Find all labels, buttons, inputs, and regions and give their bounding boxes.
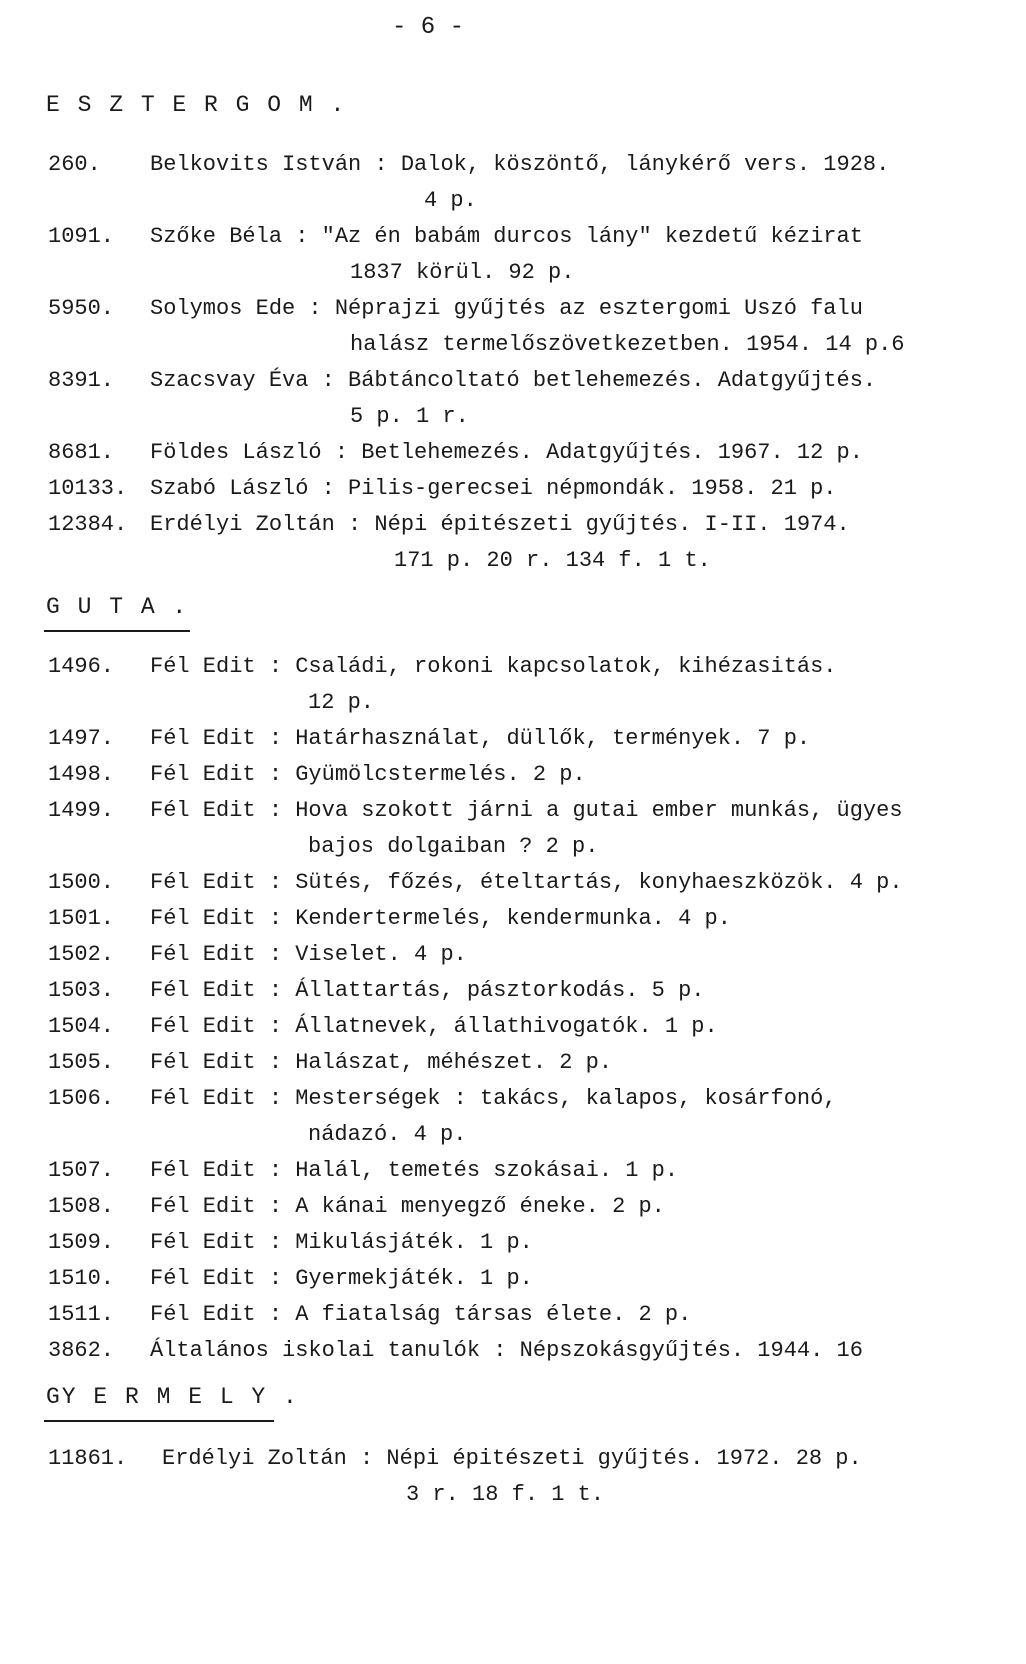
entry-number: 8391. xyxy=(48,368,115,393)
entry-text: Fél Edit : Gyümölcstermelés. 2 p. xyxy=(150,762,586,787)
entry-number: 1501. xyxy=(48,906,115,931)
entry-text-continued: 1837 körül. 92 p. xyxy=(350,260,575,285)
entry-number: 3862. xyxy=(48,1338,115,1363)
entry-text: Fél Edit : Halászat, méhészet. 2 p. xyxy=(150,1050,613,1075)
entry-number: 1503. xyxy=(48,978,115,1003)
entry-text: Szőke Béla : "Az én babám durcos lány" kezdetű kézirat xyxy=(150,224,863,249)
entry-text: Fél Edit : Mikulásjáték. 1 p. xyxy=(150,1230,533,1255)
section-title-esztergom: E S Z T E R G O M . xyxy=(46,92,347,118)
entry-text: Földes László : Betlehemezés. Adatgyűjtés. 1967. 12 p. xyxy=(150,440,863,465)
entry-number: 1507. xyxy=(48,1158,115,1183)
section-underline xyxy=(44,1420,274,1422)
entry-text: Fél Edit : A fiatalság társas élete. 2 p. xyxy=(150,1302,692,1327)
entry-text: Belkovits István : Dalok, köszöntő, lánykérő vers. 1928. xyxy=(150,152,890,177)
entry-text-continued: halász termelőszövetkezetben. 1954. 14 p.6 xyxy=(350,332,905,357)
entry-text: Fél Edit : Viselet. 4 p. xyxy=(150,942,467,967)
entry-number: 1500. xyxy=(48,870,115,895)
entry-text-continued: bajos dolgaiban ? 2 p. xyxy=(308,834,599,859)
entry-text: Solymos Ede : Néprajzi gyűjtés az esztergomi Uszó falu xyxy=(150,296,863,321)
entry-text: Fél Edit : Határhasználat, düllők, termények. 7 p. xyxy=(150,726,811,751)
entry-text: Szacsvay Éva : Bábtáncoltató betlehemezés. Adatgyűjtés. xyxy=(150,368,877,393)
entry-text-continued: 3 r. 18 f. 1 t. xyxy=(406,1482,605,1507)
entry-text: Erdélyi Zoltán : Népi épitészeti gyűjtés. I-II. 1974. xyxy=(150,512,850,537)
entry-number: 12384. xyxy=(48,512,128,537)
entry-number: 1508. xyxy=(48,1194,115,1219)
entry-text-continued: 12 p. xyxy=(308,690,375,715)
entry-number: 11861. xyxy=(48,1446,128,1471)
entry-text-continued: 5 p. 1 r. xyxy=(350,404,469,429)
entry-number: 5950. xyxy=(48,296,115,321)
entry-text: Fél Edit : Hova szokott járni a gutai ember munkás, ügyes xyxy=(150,798,903,823)
entry-text: Fél Edit : Mesterségek : takács, kalapos, kosárfonó, xyxy=(150,1086,837,1111)
entry-number: 1502. xyxy=(48,942,115,967)
section-title-gyermely: GY E R M E L Y . xyxy=(46,1384,299,1410)
entry-text: Fél Edit : Családi, rokoni kapcsolatok, kihézasitás. xyxy=(150,654,837,679)
entry-text: Szabó László : Pilis-gerecsei népmondák. 1958. 21 p. xyxy=(150,476,837,501)
page-number: - 6 - xyxy=(392,14,465,41)
section-underline xyxy=(44,630,190,632)
section-title-guta: G U T A . xyxy=(46,594,189,620)
entry-text: Fél Edit : Állattartás, pásztorkodás. 5 p. xyxy=(150,978,705,1003)
entry-number: 10133. xyxy=(48,476,128,501)
entry-text: Általános iskolai tanulók : Népszokásgyűjtés. 1944. 16 xyxy=(150,1338,863,1363)
entry-number: 1091. xyxy=(48,224,115,249)
entry-number: 260. xyxy=(48,152,101,177)
entry-text: Fél Edit : Állatnevek, állathivogatók. 1 p. xyxy=(150,1014,718,1039)
entry-number: 1510. xyxy=(48,1266,115,1291)
entry-number: 8681. xyxy=(48,440,115,465)
entry-number: 1511. xyxy=(48,1302,115,1327)
entry-number: 1504. xyxy=(48,1014,115,1039)
entry-number: 1497. xyxy=(48,726,115,751)
entry-text: Fél Edit : Gyermekjáték. 1 p. xyxy=(150,1266,533,1291)
entry-text-continued: 171 p. 20 r. 134 f. 1 t. xyxy=(394,548,711,573)
entry-text: Fél Edit : A kánai menyegző éneke. 2 p. xyxy=(150,1194,665,1219)
entry-number: 1509. xyxy=(48,1230,115,1255)
entry-text: Erdélyi Zoltán : Népi épitészeti gyűjtés. 1972. 28 p. xyxy=(162,1446,862,1471)
entry-text: Fél Edit : Halál, temetés szokásai. 1 p. xyxy=(150,1158,679,1183)
entry-number: 1498. xyxy=(48,762,115,787)
entry-text: Fél Edit : Kendertermelés, kendermunka. 4 p. xyxy=(150,906,731,931)
entry-number: 1506. xyxy=(48,1086,115,1111)
entry-text: Fél Edit : Sütés, főzés, ételtartás, konyhaeszközök. 4 p. xyxy=(150,870,903,895)
entry-text-continued: 4 p. xyxy=(424,188,477,213)
entry-text-continued: nádazó. 4 p. xyxy=(308,1122,467,1147)
entry-number: 1505. xyxy=(48,1050,115,1075)
entry-number: 1496. xyxy=(48,654,115,679)
entry-number: 1499. xyxy=(48,798,115,823)
